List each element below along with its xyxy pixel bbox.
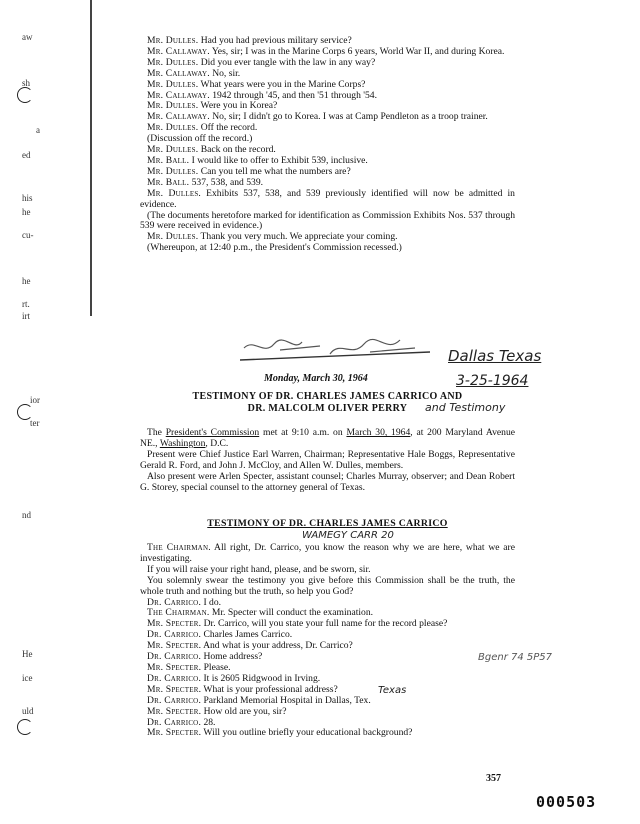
- margin-fragment: he: [22, 276, 31, 286]
- handwritten-place: Dallas Texas: [448, 347, 542, 365]
- heading-line: DR. MALCOLM OLIVER PERRY: [247, 403, 408, 414]
- margin-fragment: rt.: [22, 299, 30, 309]
- transcript-line: Mr. Dulles. Off the record.: [147, 122, 258, 134]
- margin-fragment: ter: [30, 418, 40, 428]
- margin-fragment: irt: [22, 311, 30, 321]
- margin-fragment: his: [22, 193, 33, 203]
- intro-paragraph: Present were Chief Justice Earl Warren, Chairman; Representative Hale Boggs, Representative Gerald R. Ford, and John J. McCloy, and Allen W. Dulles, members.: [140, 448, 515, 471]
- transcript-line: Mr. Dulles. Thank you very much. We appreciate your coming.: [147, 231, 398, 243]
- margin-fragment: ior: [30, 395, 40, 405]
- margin-fragment: He: [22, 649, 33, 659]
- session-date: Monday, March 30, 1964: [264, 373, 368, 384]
- transcript-line: Mr. Dulles. Can you tell me what the numbers are?: [147, 165, 351, 177]
- margin-fragment: aw: [22, 32, 33, 42]
- transcript-line: Mr. Ball. I would like to offer to Exhibit 539, inclusive.: [147, 154, 368, 166]
- transcript-line: Dr. Carrico. Home address?: [147, 651, 263, 663]
- transcript-line: The Chairman. All right, Dr. Carrico, you know the reason why we are here, what we are investigating.: [140, 542, 515, 564]
- transcript-line: Mr. Ball. 537, 538, and 539.: [147, 176, 264, 188]
- binder-hole-mark: [17, 87, 33, 103]
- transcript-line: Mr. Specter. And what is your address, Dr. Carrico?: [147, 640, 353, 652]
- transcript-line: Dr. Carrico. Charles James Carrico.: [147, 629, 293, 641]
- transcript-line: Mr. Dulles. Back on the record.: [147, 144, 276, 156]
- handwritten-annotation: and Testimony: [425, 401, 506, 414]
- transcript-line: Dr. Carrico. 28.: [147, 716, 216, 728]
- intro-paragraph: Also present were Arlen Specter, assistant counsel; Charles Murray, observer; and Dean Robert G. Storey, special counsel to the attorney general of Texas.: [140, 470, 515, 493]
- margin-fragment: ed: [22, 150, 31, 160]
- crossed-out-handwriting: [240, 330, 440, 370]
- margin-fragment: ice: [22, 673, 33, 683]
- transcript-line: Mr. Callaway. No, sir; I didn't go to Korea. I was at Camp Pendleton as a troop trainer.: [147, 111, 488, 123]
- binding-line: [90, 0, 92, 316]
- page-number: 357: [486, 773, 501, 784]
- session-intro: [140, 428, 515, 493]
- witness-subheading: TESTIMONY OF DR. CHARLES JAMES CARRICO: [207, 518, 448, 529]
- transcript-line: If you will raise your right hand, please, and be sworn, sir.: [147, 563, 371, 575]
- transcript-line: Mr. Dulles. Exhibits 537, 538, and 539 previously identified will now be admitted in evidence.: [140, 187, 515, 210]
- transcript-line: Mr. Specter. How old are you, sir?: [147, 705, 287, 717]
- transcript-line: Mr. Dulles. Did you ever tangle with the law in any way?: [147, 56, 376, 68]
- transcript-line: (Discussion off the record.): [147, 133, 253, 145]
- transcript-line: Mr. Specter. What is your professional address?: [147, 683, 338, 695]
- heading-line: TESTIMONY OF DR. CHARLES JAMES CARRICO AND: [192, 391, 463, 402]
- left-margin: [0, 0, 60, 824]
- transcript-line: Dr. Carrico. It is 2605 Ridgwood in Irving.: [147, 672, 321, 684]
- transcript-line: Dr. Carrico. Parkland Memorial Hospital in Dallas, Tex.: [147, 694, 371, 706]
- transcript-line: The Chairman. Mr. Specter will conduct the examination.: [147, 607, 374, 619]
- transcript-line: (Whereupon, at 12:40 p.m., the President's Commission recessed.): [147, 242, 402, 254]
- transcript-line: Mr. Specter. Dr. Carrico, will you state your full name for the record please?: [147, 618, 448, 630]
- transcript-line: Mr. Specter. Please.: [147, 661, 231, 673]
- handwritten-name-note: WAMEGY CARR 20: [302, 530, 394, 541]
- testimony-bottom-section: [140, 543, 515, 739]
- margin-fragment: he: [22, 207, 31, 217]
- transcript-line: Mr. Specter. Will you outline briefly your educational background?: [147, 727, 413, 739]
- margin-fragment: a: [36, 125, 40, 135]
- handwritten-address-note: Texas: [378, 685, 407, 696]
- transcript-line: Mr. Dulles. Had you had previous military service?: [147, 35, 352, 46]
- margin-fragment: sh: [22, 78, 31, 88]
- transcript-line: Dr. Carrico. I do.: [147, 596, 222, 608]
- transcript-line: Mr. Dulles. What years were you in the Marine Corps?: [147, 78, 366, 90]
- handwritten-right-note: Bgenr 74 5P57: [478, 652, 553, 663]
- transcript-line: Mr. Callaway. No, sir.: [147, 67, 241, 79]
- margin-fragment: uld: [22, 706, 34, 716]
- binder-hole-mark: [17, 719, 33, 735]
- transcript-line: Mr. Callaway. 1942 through '45, and then '51 through '54.: [147, 89, 377, 101]
- margin-fragment: cu-: [22, 230, 34, 240]
- transcript-line: Mr. Callaway. Yes, sir; I was in the Marine Corps 6 years, World War II, and during Korea.: [147, 45, 505, 57]
- testimony-top-section: [140, 36, 515, 254]
- intro-paragraph: The President's Commission met at 9:10 a.m. on March 30, 1964, at 200 Maryland Avenue NE., Washington, D.C.: [140, 427, 516, 449]
- transcript-line: You solemnly swear the testimony you give before this Commission shall be the truth, the whole truth and nothing but the truth, so help you God?: [140, 574, 515, 597]
- margin-fragment: nd: [22, 510, 31, 520]
- transcript-line: (The documents heretofore marked for identification as Commission Exhibits Nos. 537 through 539 were received in evidence.): [140, 209, 515, 232]
- handwritten-date: 3-25-1964: [456, 373, 529, 389]
- document-stamp: 000503: [536, 793, 597, 811]
- transcript-line: Mr. Dulles. Were you in Korea?: [147, 100, 278, 112]
